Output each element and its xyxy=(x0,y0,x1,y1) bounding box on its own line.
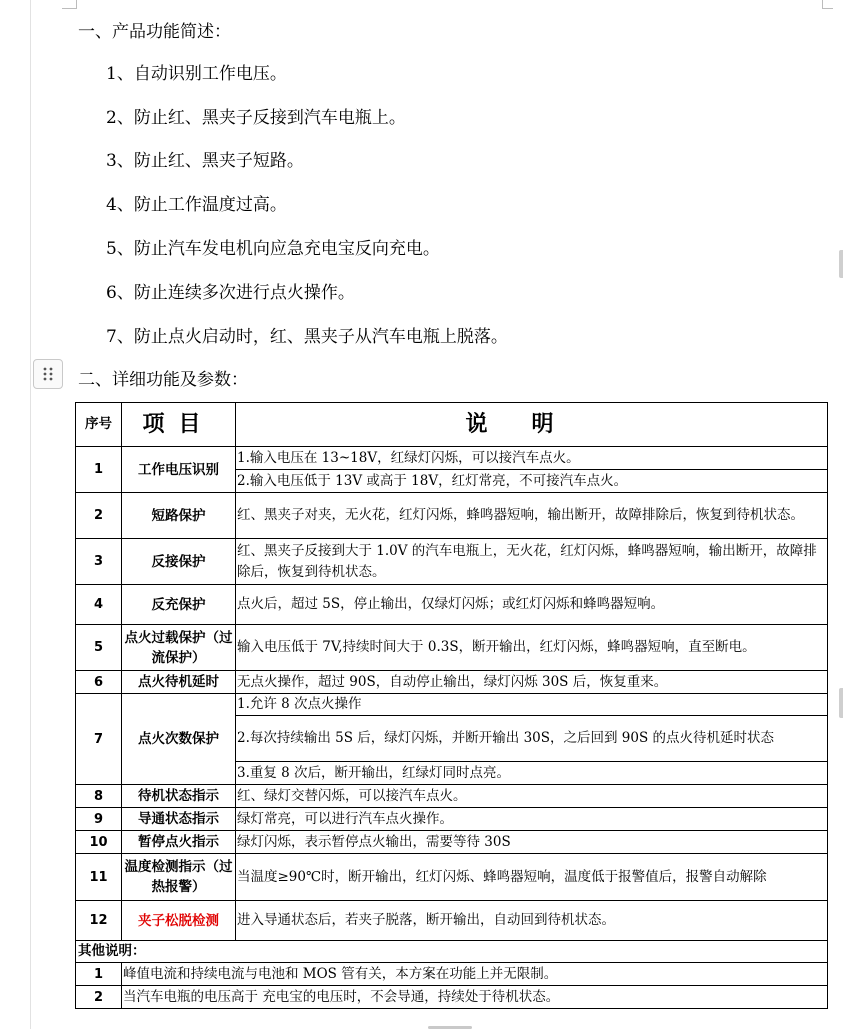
row-item: 短路保护 xyxy=(122,493,236,539)
feature-item: 7、防止点火启动时，红、黑夹子从汽车电瓶上脱落。 xyxy=(106,327,508,347)
header-item: 项目 xyxy=(122,403,236,447)
row-desc: 当温度≥90℃时，断开输出，红灯闪烁、蜂鸣器短响，温度低于报警值后，报警自动解除 xyxy=(236,854,828,901)
table-row xyxy=(76,854,828,901)
page-gutter-line xyxy=(30,0,31,1029)
row-seq: 8 xyxy=(76,785,122,808)
row-item: 待机状态指示 xyxy=(122,785,236,808)
note-seq: 1 xyxy=(76,963,122,986)
table-row xyxy=(76,447,828,470)
margin-corner-mark-left xyxy=(62,0,77,9)
row-desc: 1.输入电压在 13~18V，红绿灯闪烁，可以接汽车点火。 xyxy=(236,447,828,470)
other-notes-row xyxy=(76,963,828,986)
note-text: 当汽车电瓶的电压高于 充电宝的电压时，不会导通，持续处于待机状态。 xyxy=(122,986,828,1009)
section1-heading: 一、产品功能简述： xyxy=(78,22,231,42)
row-item-highlighted: 夹子松脱检测 xyxy=(122,901,236,941)
row-desc: 3.重复 8 次后，断开输出，红绿灯同时点亮。 xyxy=(236,762,828,785)
row-item: 反接保护 xyxy=(122,539,236,585)
row-desc: 红、黑夹子对夹，无火花，红灯闪烁，蜂鸣器短响，输出断开，故障排除后，恢复到待机状态。 xyxy=(236,493,828,539)
row-desc: 点火后，超过 5S，停止输出，仅绿灯闪烁；或红灯闪烁和蜂鸣器短响。 xyxy=(236,585,828,625)
row-desc: 进入导通状态后，若夹子脱落，断开输出，自动回到待机状态。 xyxy=(236,901,828,941)
row-desc: 无点火操作，超过 90S，自动停止输出，绿灯闪烁 30S 后，恢复重来。 xyxy=(236,671,828,694)
other-notes-row xyxy=(76,986,828,1009)
row-item: 工作电压识别 xyxy=(122,447,236,493)
note-text: 峰值电流和持续电流与电池和 MOS 管有关，本方案在功能上并无限制。 xyxy=(122,963,828,986)
row-desc: 红、黑夹子反接到大于 1.0V 的汽车电瓶上，无火花，红灯闪烁，蜂鸣器短响，输出断开，故障排除后，恢复到待机状态。 xyxy=(236,539,828,585)
table-row xyxy=(76,539,828,585)
row-item: 暂停点火指示 xyxy=(122,831,236,854)
row-seq: 3 xyxy=(76,539,122,585)
feature-item: 6、防止连续多次进行点火操作。 xyxy=(106,283,355,303)
row-item: 点火待机延时 xyxy=(122,671,236,694)
other-notes-title: 其他说明： xyxy=(76,941,828,963)
row-item: 温度检测指示（过热报警） xyxy=(122,854,236,901)
table-row xyxy=(76,585,828,625)
row-seq: 12 xyxy=(76,901,122,941)
row-desc: 输入电压低于 7V,持续时间大于 0.3S，断开输出，红灯闪烁，蜂鸣器短响，直至断电。 xyxy=(236,625,828,671)
row-seq: 7 xyxy=(76,694,122,785)
row-seq: 4 xyxy=(76,585,122,625)
right-edge-tab[interactable] xyxy=(839,688,843,718)
feature-item: 5、防止汽车发电机向应急充电宝反向充电。 xyxy=(106,239,440,259)
row-item: 导通状态指示 xyxy=(122,808,236,831)
row-item: 点火过载保护（过流保护） xyxy=(122,625,236,671)
row-desc: 2.输入电压低于 13V 或高于 18V，红灯常亮，不可接汽车点火。 xyxy=(236,470,828,493)
header-seq: 序号 xyxy=(76,403,122,447)
feature-item: 3、防止红、黑夹子短路。 xyxy=(106,151,304,171)
table-row xyxy=(76,671,828,694)
table-header-row xyxy=(76,403,828,447)
row-seq: 1 xyxy=(76,447,122,493)
parameters-table xyxy=(75,402,828,1009)
margin-corner-mark-right xyxy=(822,0,833,9)
row-desc: 1.允许 8 次点火操作 xyxy=(236,694,828,716)
note-seq: 2 xyxy=(76,986,122,1009)
row-seq: 6 xyxy=(76,671,122,694)
table-row xyxy=(76,694,828,716)
section2-heading: 二、详细功能及参数： xyxy=(78,370,248,390)
table-row xyxy=(76,831,828,854)
table-row xyxy=(76,493,828,539)
table-row xyxy=(76,901,828,941)
other-notes-title-row xyxy=(76,941,828,963)
header-desc: 说明 xyxy=(236,403,828,447)
drag-handle-icon[interactable] xyxy=(33,359,63,389)
row-desc: 2.每次持续输出 5S 后，绿灯闪烁，并断开输出 30S，之后回到 90S 的点火待机延时状态 xyxy=(236,716,828,762)
row-item: 点火次数保护 xyxy=(122,694,236,785)
feature-item: 4、防止工作温度过高。 xyxy=(106,195,287,215)
table-row xyxy=(76,625,828,671)
feature-item: 1、自动识别工作电压。 xyxy=(106,64,287,84)
table-row xyxy=(76,785,828,808)
right-edge-tab[interactable] xyxy=(839,250,843,278)
row-item: 反充保护 xyxy=(122,585,236,625)
row-seq: 11 xyxy=(76,854,122,901)
table-row xyxy=(76,808,828,831)
feature-item: 2、防止红、黑夹子反接到汽车电瓶上。 xyxy=(106,108,406,128)
row-seq: 9 xyxy=(76,808,122,831)
row-seq: 10 xyxy=(76,831,122,854)
row-seq: 5 xyxy=(76,625,122,671)
row-desc: 绿灯闪烁，表示暂停点火输出，需要等待 30S xyxy=(236,831,828,854)
row-seq: 2 xyxy=(76,493,122,539)
row-desc: 红、绿灯交替闪烁，可以接汽车点火。 xyxy=(236,785,828,808)
row-desc: 绿灯常亮，可以进行汽车点火操作。 xyxy=(236,808,828,831)
